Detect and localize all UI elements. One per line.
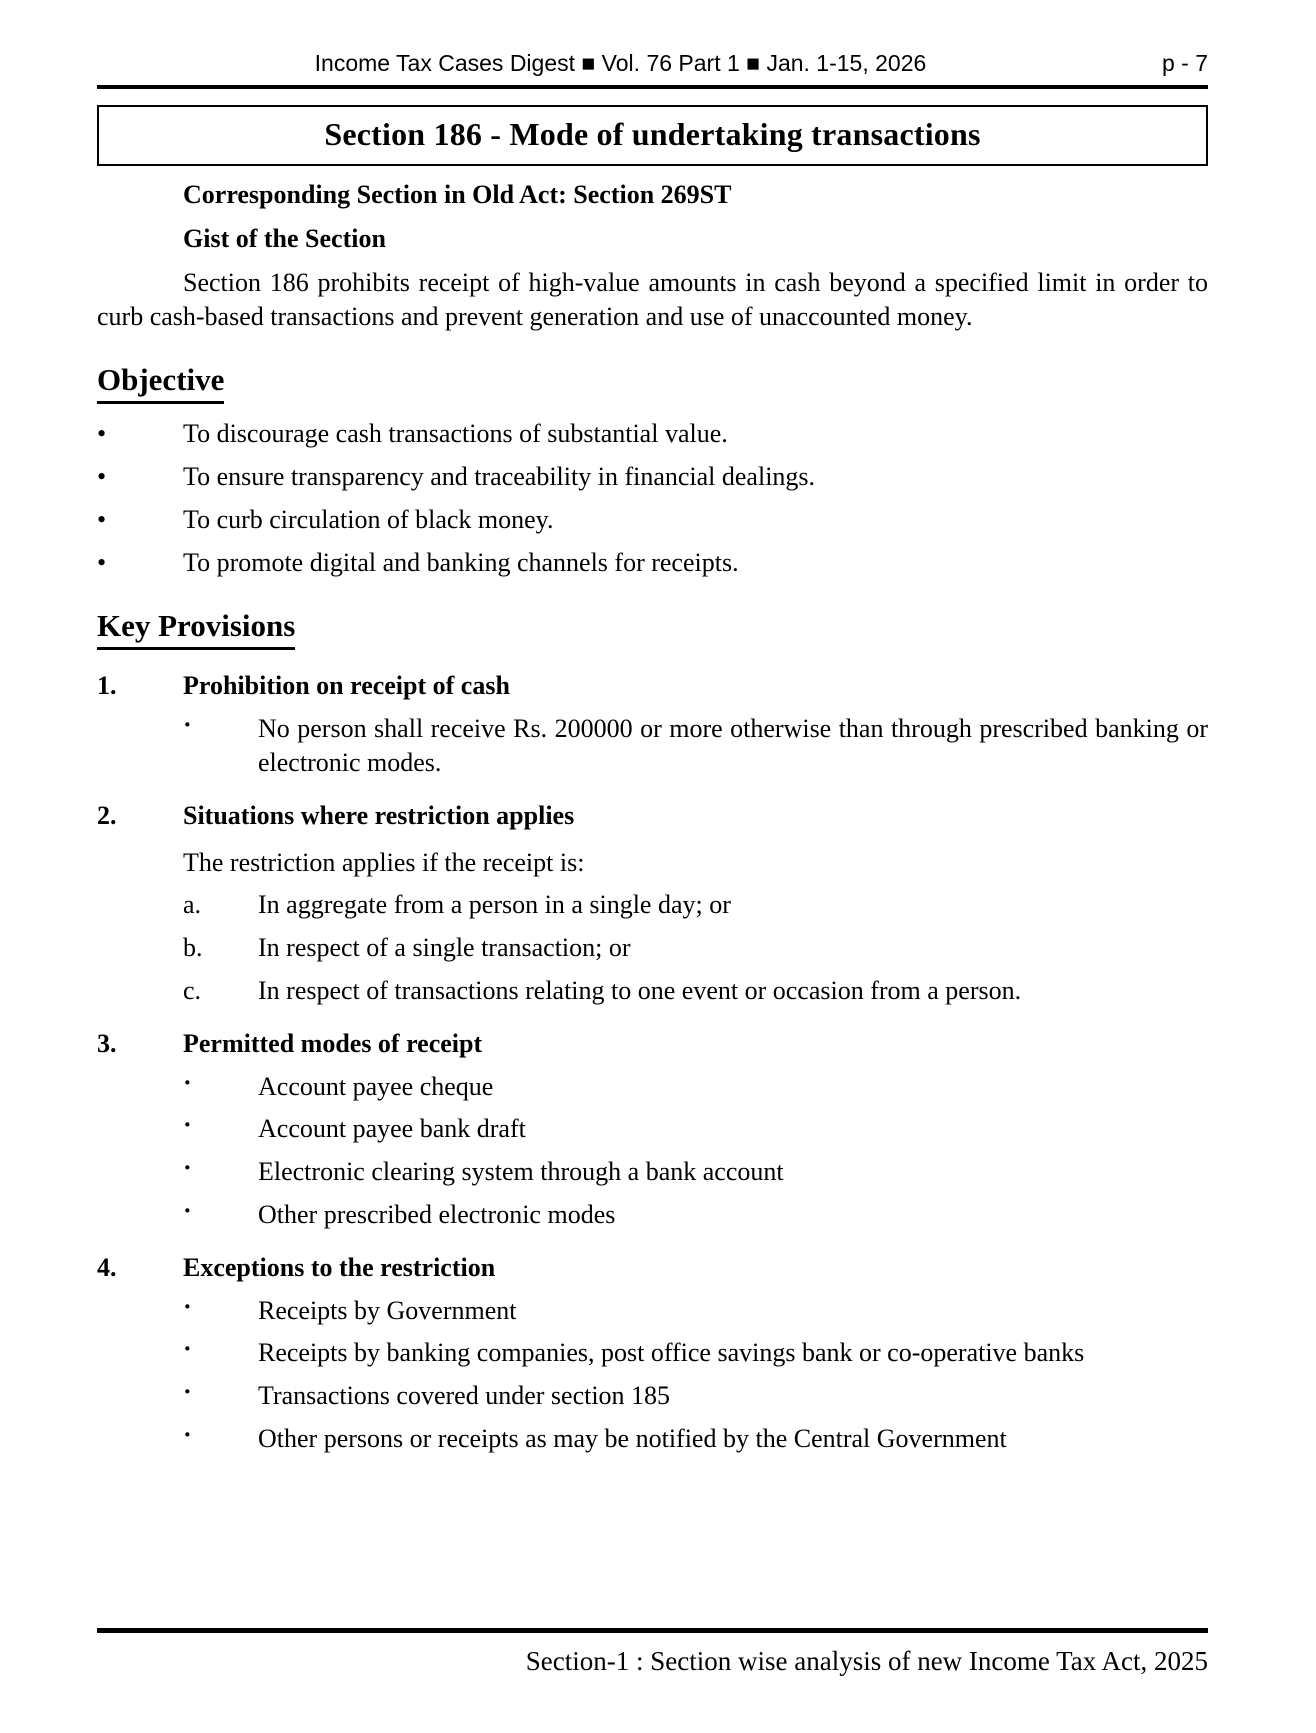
objective-bullet-item <box>97 503 1208 537</box>
item-heading: Permitted modes of receipt <box>183 1028 483 1058</box>
sub-item <box>183 1067 1208 1104</box>
numbered-item-3 <box>97 1027 1208 1061</box>
page-number: p - 7 <box>1161 50 1208 76</box>
small-bullet-icon: · <box>183 1195 192 1225</box>
small-bullet-icon: · <box>183 710 192 740</box>
sub-item-text: Other persons or receipts as may be notified by the Central Government <box>258 1423 1007 1453</box>
sub-item-text: Other prescribed electronic modes <box>258 1199 616 1229</box>
page-footer <box>97 1628 1208 1677</box>
sub-item <box>183 888 1208 922</box>
footer-text: Section-1 : Section wise analysis of new Income Tax Act, 2025 <box>525 1646 1208 1676</box>
objective-bullet-item <box>97 417 1208 451</box>
gist-paragraph: Section 186 prohibits receipt of high-value amounts in cash beyond a specified limit in order to curb cash-based transactions and prevent generation and use of unaccounted money. <box>97 268 1208 331</box>
sub-item-text: No person shall receive Rs. 200000 or more otherwise than through prescribed banking or electronic modes. <box>258 714 1208 777</box>
objective-bullet-item <box>97 546 1208 580</box>
item-heading: Exceptions to the restriction <box>183 1252 496 1282</box>
bullet-icon: • <box>97 462 107 492</box>
numbered-item-4 <box>97 1251 1208 1285</box>
sub-item-letter: a. <box>183 890 202 920</box>
sub-item-text: Transactions covered under section 185 <box>258 1381 671 1411</box>
small-bullet-icon: · <box>183 1419 192 1449</box>
sub-item-text: Receipts by banking companies, post office savings bank or co-operative banks <box>258 1338 1085 1368</box>
sub-item <box>183 1336 1208 1370</box>
sub-item-text: Electronic clearing system through a bank account <box>258 1157 784 1187</box>
item-number: 1. <box>97 671 117 701</box>
item-body: The restriction applies if the receipt is: <box>183 847 585 877</box>
sub-item <box>183 1291 1208 1328</box>
header-title: Income Tax Cases Digest ■ Vol. 76 Part 1 ■ Jan. 1-15, 2026 <box>314 50 927 76</box>
section-title: Section 186 - Mode of undertaking transactions <box>324 115 981 152</box>
sub-item-text: Receipts by Government <box>258 1295 517 1325</box>
sub-item-text: Account payee cheque <box>258 1071 494 1101</box>
sub-item-letter: b. <box>183 933 203 963</box>
bullet-text: To promote digital and banking channels for receipts. <box>183 547 739 577</box>
numbered-item-2 <box>97 799 1208 833</box>
small-bullet-icon: · <box>183 1377 192 1407</box>
sub-item <box>183 1112 1208 1146</box>
sub-item-text: In respect of a single transaction; or <box>258 933 631 963</box>
small-bullet-icon: · <box>183 1334 192 1364</box>
header-rule <box>97 85 1208 89</box>
bullet-icon: • <box>97 419 107 449</box>
sub-item <box>183 931 1208 965</box>
numbered-item-1 <box>97 669 1208 703</box>
small-bullet-icon: · <box>183 1067 192 1097</box>
small-bullet-icon: · <box>183 1291 192 1321</box>
sub-item <box>183 1155 1208 1189</box>
footer-rule <box>97 1628 1208 1633</box>
running-header <box>97 50 1208 78</box>
sub-item-text: In respect of transactions relating to one event or occasion from a person. <box>258 975 1022 1005</box>
item-number: 3. <box>97 1028 117 1058</box>
item-heading: Prohibition on receipt of cash <box>183 671 510 701</box>
sub-item-text: In aggregate from a person in a single day; or <box>258 890 731 920</box>
corresponding-section-line: Corresponding Section in Old Act: Section 269ST <box>183 179 732 209</box>
sub-item <box>183 974 1208 1008</box>
bullet-icon: • <box>97 505 107 535</box>
sub-item <box>183 1419 1208 1456</box>
sub-item <box>183 1195 1208 1232</box>
bullet-text: To ensure transparency and traceability in financial dealings. <box>183 462 816 492</box>
item-number: 4. <box>97 1252 117 1282</box>
gist-heading: Gist of the Section <box>183 223 386 253</box>
small-bullet-icon: · <box>183 1153 192 1183</box>
objective-heading: Objective <box>97 361 1208 405</box>
item-heading: Situations where restriction applies <box>183 800 575 830</box>
section-title-box <box>97 105 1208 166</box>
bullet-text: To curb circulation of black money. <box>183 505 554 535</box>
bullet-text: To discourage cash transactions of substantial value. <box>183 419 728 449</box>
bullet-icon: • <box>97 547 107 577</box>
sub-item-letter: c. <box>183 975 202 1005</box>
item-number: 2. <box>97 800 117 830</box>
key-provisions-heading: Key Provisions <box>97 607 1208 651</box>
objective-bullet-item <box>97 460 1208 494</box>
sub-item <box>183 1379 1208 1413</box>
sub-item-text: Account payee bank draft <box>258 1114 526 1144</box>
sub-item <box>183 712 1208 780</box>
small-bullet-icon: · <box>183 1110 192 1140</box>
